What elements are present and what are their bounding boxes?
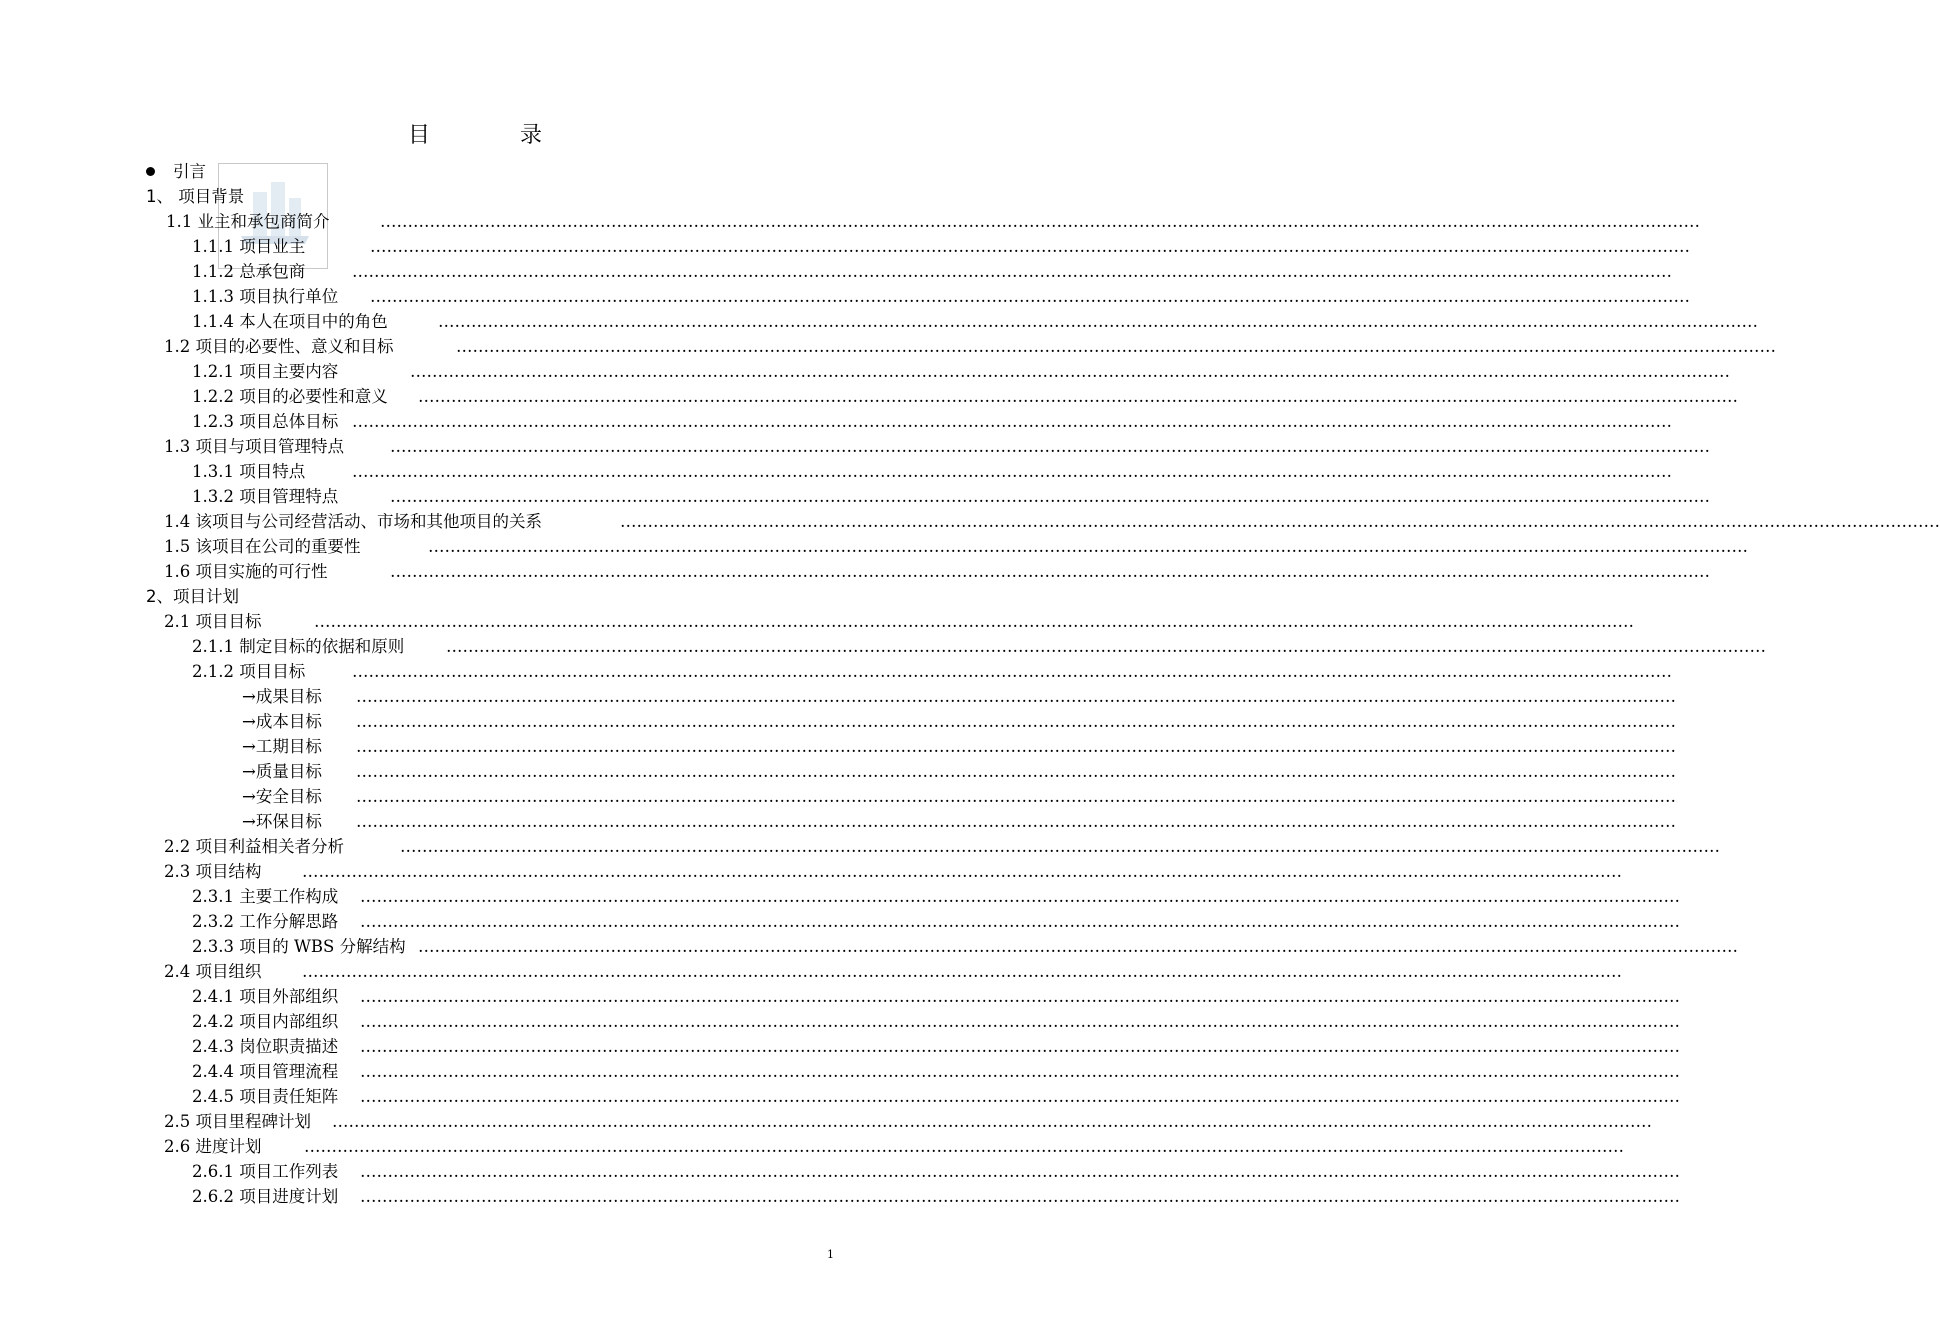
toc-entry — [192, 460, 1672, 484]
toc-entry — [192, 235, 1690, 259]
toc-entry-label — [164, 535, 361, 559]
toc-leader-dots: …………………………………………………………………………………………………………………………………………………………………………………………………………………… — [360, 987, 1680, 1006]
toc-entry-text: 1.6 项目实施的可行性 — [164, 562, 328, 581]
bullet-icon — [146, 167, 155, 176]
toc-entry — [192, 310, 1758, 334]
toc-entry-text: 1.1.3 项目执行单位 — [192, 287, 339, 306]
toc-leader-dots: …………………………………………………………………………………………………………………………………………………………………………………………………………………… — [356, 712, 1676, 731]
toc-entry — [164, 1110, 1652, 1134]
toc-entry-label — [192, 260, 305, 284]
toc-entry-label — [242, 685, 322, 709]
toc-entry-label — [164, 335, 394, 359]
toc-entry-label — [242, 735, 322, 759]
toc-entry-label — [192, 910, 338, 934]
toc-entry — [192, 1160, 1680, 1184]
toc-entry — [192, 1035, 1680, 1059]
toc-entry-label — [164, 960, 262, 984]
toc-entry — [164, 335, 1776, 359]
toc-entry-text: 2.5 项目里程碑计划 — [164, 1112, 311, 1131]
toc-entry — [192, 410, 1672, 434]
toc-entry — [164, 610, 1634, 634]
toc-entry-label — [192, 635, 404, 659]
toc-leader-dots: …………………………………………………………………………………………………………………………………………………………………………………………………………………… — [360, 912, 1680, 931]
toc-entry — [192, 1010, 1680, 1034]
toc-entry-label — [192, 985, 338, 1009]
toc-entry-text: 2.3.3 项目的 WBS 分解结构 — [192, 937, 406, 956]
toc-entry — [192, 885, 1680, 909]
toc-leader-dots: …………………………………………………………………………………………………………………………………………………………………………………………………………………… — [418, 387, 1738, 406]
toc-entry-text: 2.2 项目利益相关者分析 — [164, 837, 344, 856]
toc-entry-text: 1.3 项目与项目管理特点 — [164, 437, 344, 456]
toc-entry-text: →成果目标 — [242, 687, 322, 706]
toc-leader-dots: …………………………………………………………………………………………………………………………………………………………………………………………………………………… — [380, 212, 1700, 231]
toc-entry — [146, 185, 346, 209]
toc-entry-label — [192, 1085, 338, 1109]
toc-leader-dots: …………………………………………………………………………………………………………………………………………………………………………………………………………………… — [352, 262, 1672, 281]
toc-entry-text: 1.1.2 总承包商 — [192, 262, 306, 281]
toc-entry — [192, 985, 1680, 1009]
toc-entry — [166, 210, 1700, 234]
toc-entry-label — [164, 1110, 311, 1134]
toc-entry — [242, 785, 1676, 809]
toc-leader-dots: …………………………………………………………………………………………………………………………………………………………………………………………………………………… — [446, 637, 1766, 656]
toc-entry-text: 1.5 该项目在公司的重要性 — [164, 537, 361, 556]
toc-leader-dots: …………………………………………………………………………………………………………………………………………………………………………………………………………………… — [428, 537, 1748, 556]
toc-entry — [192, 1185, 1680, 1209]
toc-leader-dots: …………………………………………………………………………………………………………………………………………………………………………………………………………………… — [302, 862, 1622, 881]
toc-entry-label — [192, 885, 338, 909]
toc-leader-dots: …………………………………………………………………………………………………………………………………………………………………………………………………………………… — [356, 762, 1676, 781]
toc-entry — [146, 160, 346, 184]
toc-entry-label — [192, 485, 338, 509]
toc-entry-text: 1.1.4 本人在项目中的角色 — [192, 312, 388, 331]
toc-entry-label — [192, 1010, 338, 1034]
toc-leader-dots: …………………………………………………………………………………………………………………………………………………………………………………………………………………… — [456, 337, 1776, 356]
toc-entry-label — [192, 1035, 338, 1059]
toc-entry — [192, 385, 1738, 409]
toc-entry-label — [192, 360, 338, 384]
toc-entry-text: 2.6 进度计划 — [164, 1137, 262, 1156]
toc-entry-text: 2.3.1 主要工作构成 — [192, 887, 339, 906]
toc-entry-text: 2.4.3 岗位职责描述 — [192, 1037, 339, 1056]
toc-entry-label — [192, 935, 406, 959]
toc-entry-label — [164, 560, 328, 584]
toc-entry — [192, 1060, 1680, 1084]
toc-leader-dots: …………………………………………………………………………………………………………………………………………………………………………………………………………………… — [356, 687, 1676, 706]
toc-leader-dots: …………………………………………………………………………………………………………………………………………………………………………………………………………………… — [360, 1062, 1680, 1081]
toc-entry-label — [242, 785, 322, 809]
toc-entry-text: →成本目标 — [242, 712, 322, 731]
toc-entry-text: 2.6.2 项目进度计划 — [192, 1187, 339, 1206]
toc-leader-dots: …………………………………………………………………………………………………………………………………………………………………………………………………………………… — [356, 812, 1676, 831]
toc-entry-text: →工期目标 — [242, 737, 322, 756]
toc-entry-label — [164, 1135, 262, 1159]
toc-entry — [164, 510, 1940, 534]
toc-entry-text: 1.2.2 项目的必要性和意义 — [192, 387, 388, 406]
toc-leader-dots: …………………………………………………………………………………………………………………………………………………………………………………………………………………… — [314, 612, 1634, 631]
toc-entry-label — [242, 760, 322, 784]
toc-leader-dots: …………………………………………………………………………………………………………………………………………………………………………………………………………………… — [360, 887, 1680, 906]
toc-entry — [242, 685, 1676, 709]
toc-entry — [192, 360, 1730, 384]
toc-entry-text: 2.4.2 项目内部组织 — [192, 1012, 339, 1031]
toc-entry — [164, 535, 1748, 559]
toc-entry — [164, 435, 1710, 459]
page-number: 1 — [827, 1248, 834, 1261]
toc-entry-text: 引言 — [173, 162, 206, 181]
toc-leader-dots: …………………………………………………………………………………………………………………………………………………………………………………………………………………… — [356, 737, 1676, 756]
toc-entry-text: 2.3 项目结构 — [164, 862, 262, 881]
toc-entry-label — [146, 585, 239, 609]
toc-entry-text: 2.4.1 项目外部组织 — [192, 987, 339, 1006]
toc-leader-dots: …………………………………………………………………………………………………………………………………………………………………………………………………………………… — [352, 412, 1672, 431]
toc-entry-label — [164, 835, 344, 859]
toc-entry — [192, 260, 1672, 284]
toc-entry-text: 2.1.1 制定目标的依据和原则 — [192, 637, 405, 656]
toc-entry — [242, 810, 1676, 834]
toc-leader-dots: …………………………………………………………………………………………………………………………………………………………………………………………………………………… — [370, 237, 1690, 256]
toc-leader-dots: …………………………………………………………………………………………………………………………………………………………………………………………………………………… — [410, 362, 1730, 381]
toc-entry — [192, 1085, 1680, 1109]
toc-entry-label — [192, 1185, 338, 1209]
toc-entry — [192, 660, 1672, 684]
toc-leader-dots: …………………………………………………………………………………………………………………………………………………………………………………………………………………… — [438, 312, 1758, 331]
toc-entry-label — [166, 210, 330, 234]
toc-entry-label — [192, 235, 305, 259]
toc-entry — [192, 910, 1680, 934]
toc-entry-label — [192, 660, 305, 684]
toc-entry-text: 2.4 项目组织 — [164, 962, 262, 981]
toc-leader-dots: …………………………………………………………………………………………………………………………………………………………………………………………………………………… — [352, 462, 1672, 481]
toc-leader-dots: …………………………………………………………………………………………………………………………………………………………………………………………………………………… — [302, 962, 1622, 981]
toc-entry — [242, 760, 1676, 784]
toc-leader-dots: …………………………………………………………………………………………………………………………………………………………………………………………………………………… — [352, 662, 1672, 681]
toc-entry-label — [192, 460, 305, 484]
toc-entry-label — [242, 810, 322, 834]
toc-entry-label — [146, 185, 244, 209]
toc-entry-label — [192, 1160, 338, 1184]
toc-entry — [146, 585, 346, 609]
toc-entry-text: 2.1 项目目标 — [164, 612, 262, 631]
toc-leader-dots: …………………………………………………………………………………………………………………………………………………………………………………………………………………… — [370, 287, 1690, 306]
toc-entry — [164, 860, 1622, 884]
toc-entry-text: 2.4.5 项目责任矩阵 — [192, 1087, 339, 1106]
toc-entry-text: 2.3.2 工作分解思路 — [192, 912, 339, 931]
toc-entry-text: 2.1.2 项目目标 — [192, 662, 306, 681]
toc-leader-dots: …………………………………………………………………………………………………………………………………………………………………………………………………………………… — [390, 437, 1710, 456]
toc-entry-text: 2.6.1 项目工作列表 — [192, 1162, 339, 1181]
toc-entry-text: 1.1 业主和承包商简介 — [166, 212, 330, 231]
toc-entry — [192, 635, 1766, 659]
toc-entry-label — [192, 385, 388, 409]
toc-entry — [192, 485, 1710, 509]
toc-leader-dots: …………………………………………………………………………………………………………………………………………………………………………………………………………………… — [360, 1162, 1680, 1181]
toc-leader-dots: …………………………………………………………………………………………………………………………………………………………………………………………………………………… — [620, 512, 1940, 531]
toc-entry-text: 1.2 项目的必要性、意义和目标 — [164, 337, 394, 356]
toc-entry-text: 1.2.3 项目总体目标 — [192, 412, 339, 431]
toc-entry — [242, 735, 1676, 759]
toc-entry-text: 2.4.4 项目管理流程 — [192, 1062, 339, 1081]
toc-entry-text: 1、 项目背景 — [146, 187, 245, 206]
toc-leader-dots: …………………………………………………………………………………………………………………………………………………………………………………………………………………… — [400, 837, 1720, 856]
toc-entry-text: →质量目标 — [242, 762, 322, 781]
toc-entry — [192, 285, 1690, 309]
toc-entry-text: 1.2.1 项目主要内容 — [192, 362, 339, 381]
toc-entry — [164, 560, 1710, 584]
toc-leader-dots: …………………………………………………………………………………………………………………………………………………………………………………………………………………… — [360, 1087, 1680, 1106]
toc-leader-dots: …………………………………………………………………………………………………………………………………………………………………………………………………………………… — [332, 1112, 1652, 1131]
toc-entry — [164, 835, 1720, 859]
toc-entry-label — [192, 310, 388, 334]
toc-leader-dots: …………………………………………………………………………………………………………………………………………………………………………………………………………………… — [360, 1012, 1680, 1031]
toc-entry-label — [164, 610, 262, 634]
toc-entry-text: →安全目标 — [242, 787, 322, 806]
toc-leader-dots: …………………………………………………………………………………………………………………………………………………………………………………………………………………… — [418, 937, 1738, 956]
toc-title: 目 录 — [407, 123, 576, 148]
toc-entry-text: 1.3.1 项目特点 — [192, 462, 306, 481]
toc-entry-label — [192, 285, 338, 309]
toc-entry-text: 1.1.1 项目业主 — [192, 237, 306, 256]
toc-entry-label — [164, 860, 262, 884]
toc-entry — [192, 935, 1738, 959]
toc-entry-text: 1.3.2 项目管理特点 — [192, 487, 339, 506]
toc-leader-dots: …………………………………………………………………………………………………………………………………………………………………………………………………………………… — [356, 787, 1676, 806]
toc-entry-label — [242, 710, 322, 734]
toc-leader-dots: …………………………………………………………………………………………………………………………………………………………………………………………………………………… — [360, 1037, 1680, 1056]
toc-entry — [242, 710, 1676, 734]
toc-entry-label — [192, 1060, 338, 1084]
toc-leader-dots: …………………………………………………………………………………………………………………………………………………………………………………………………………………… — [390, 562, 1710, 581]
toc-leader-dots: …………………………………………………………………………………………………………………………………………………………………………………………………………………… — [390, 487, 1710, 506]
toc-entry — [164, 960, 1622, 984]
toc-entry-label — [164, 510, 542, 534]
toc-entry — [164, 1135, 1624, 1159]
toc-entry-text: →环保目标 — [242, 812, 322, 831]
toc-entry-label — [146, 160, 206, 184]
toc-leader-dots: …………………………………………………………………………………………………………………………………………………………………………………………………………………… — [304, 1137, 1624, 1156]
toc-leader-dots: …………………………………………………………………………………………………………………………………………………………………………………………………………………… — [360, 1187, 1680, 1206]
toc-entry-label — [164, 435, 344, 459]
toc-entry-text: 1.4 该项目与公司经营活动、市场和其他项目的关系 — [164, 512, 542, 531]
toc-entry-label — [192, 410, 338, 434]
toc-entry-text: 2、项目计划 — [146, 587, 239, 606]
